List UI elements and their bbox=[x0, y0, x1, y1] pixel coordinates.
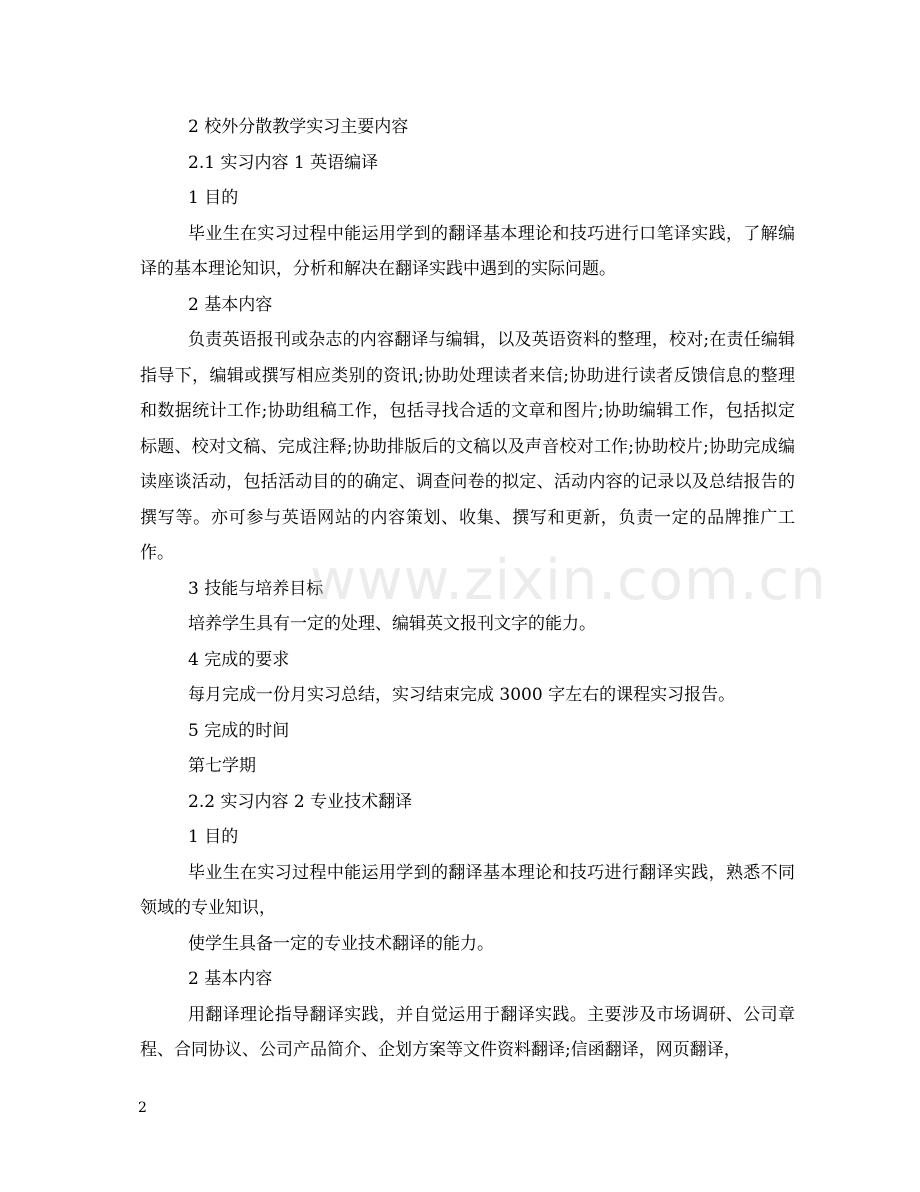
paragraph-content-2: 用翻译理论指导翻译实践，并自觉运用于翻译实践。主要涉及市场调研、公司章程、合同协议、公司产品简介、企划方案等文件资料翻译;信函翻译，网页翻译， bbox=[140, 1004, 795, 1060]
paragraph-purpose: 毕业生在实习过程中能运用学到的翻译基本理论和技巧进行口笔译实践，了解编译的基本理论知识，分析和解决在翻译实践中遇到的实际问题。 bbox=[140, 223, 795, 279]
item-heading-requirements: 4 完成的要求 bbox=[188, 649, 290, 670]
item-heading-purpose-2: 1 目的 bbox=[188, 827, 239, 847]
section-heading: 2 校外分散教学实习主要内容 bbox=[188, 117, 409, 137]
text-time: 第七学期 bbox=[188, 756, 256, 776]
text-purpose-2-cont: 使学生具备一定的专业技术翻译的能力。 bbox=[188, 933, 494, 954]
text-skills: 培养学生具有一定的处理、编辑英文报刊文字的能力。 bbox=[188, 614, 596, 634]
paragraph-purpose-2: 毕业生在实习过程中能运用学到的翻译基本理论和技巧进行翻译实践，熟悉不同领域的专业知识， bbox=[140, 862, 795, 918]
subsection-heading-2: 2.2 实习内容 2 专业技术翻译 bbox=[188, 791, 413, 812]
item-heading-time: 5 完成的时间 bbox=[188, 720, 290, 741]
item-heading-skills: 3 技能与培养目标 bbox=[188, 578, 324, 599]
page-number: 2 bbox=[138, 1100, 147, 1116]
item-heading-content: 2 基本内容 bbox=[188, 294, 273, 315]
subsection-heading: 2.1 实习内容 1 英语编译 bbox=[188, 152, 379, 173]
paragraph-content: 负责英语报刊或杂志的内容翻译与编辑，以及英语资料的整理，校对;在责任编辑指导下，编辑或撰写相应类别的资讯;协助处理读者来信;协助进行读者反馈信息的整理和数据统计工作;协助组稿工作，包括寻找合适的文章和图片;协助编辑工作，包括拟定标题、校对文稿、完成注释;协助排版后的文稿以及声音校对工作;协助校片;协助完成编读座谈活动，包括活动目的的确定、调查问卷的拟定、活动内容的记录以及总结报告的撰写等。亦可参与英语网站的内容策划、收集、撰写和更新，负责一定的品牌推广工作。 bbox=[140, 330, 795, 563]
item-heading-purpose: 1 目的 bbox=[188, 188, 239, 208]
watermark-text: www.zixin.com.cn bbox=[310, 548, 827, 613]
item-heading-content-2: 2 基本内容 bbox=[188, 969, 273, 989]
text-requirements: 每月完成一份月实习总结，实习结束完成 3000 字左右的课程实习报告。 bbox=[188, 685, 736, 705]
